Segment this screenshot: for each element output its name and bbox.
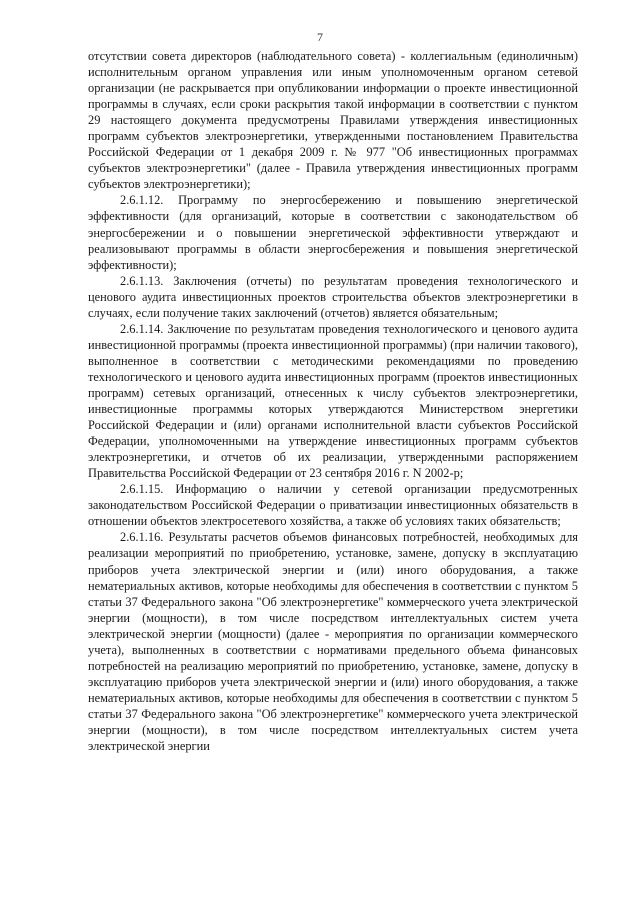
paragraph-text: 2.6.1.12. Программу по энергосбережению и повышению энергетической эффективности (для организаций, которые в соответствии с законодательством об энергосбережении и о повышении энергетической эффективности утверждают и реализовывают программы в области энергосбережения и повышения энергетической эффективности); — [88, 193, 578, 272]
paragraph-2-6-1-12 — [88, 192, 578, 272]
paragraph-text: 2.6.1.15. Информацию о наличии у сетевой организации предусмотренных законодательством Российской Федерации о приватизации инвестиционных обязательств в отношении объектов электросетевого хозяйства, а также об условиях таких обязательств; — [88, 482, 578, 529]
paragraph-text: отсутствии совета директоров (наблюдательного совета) - коллегиальным (единоличным) исполнительным органом управления или иным уполномоченным органом сетевой организации (не раскрывается при опубликовании информации о проекте инвестиционной программы в случаях, если сроки раскрытия такой информации в соответствии с пунктом 29 настоящего документа предусмотрены Правилами утверждения инвестиционных программ субъектов электроэнергетики, утвержденными постановлением Правительства Российской Федерации от 1 декабря 2009 г. № 977 "Об инвестиционных программах субъектов электроэнергетики" (далее - Правила утверждения инвестиционных программ субъектов электроэнергетики); — [88, 49, 578, 192]
paragraph-text: 2.6.1.16. Результаты расчетов объемов финансовых потребностей, необходимых для реализации мероприятий по приобретению, установке, замене, допуску в эксплуатацию приборов учета электрической энергии и (или) иного оборудования, а также нематериальных активов, которые необходимы для обеспечения в соответствии с пунктом 5 статьи 37 Федерального закона "Об электроэнергетике" коммерческого учета электрической энергии (мощности), в том числе посредством интеллектуальных систем учета электрической энергии (мощности) (далее - мероприятия по организации коммерческого учета), выполненных в соответствии с нормативами предельного объема финансовых потребностей на реализацию мероприятий по приобретению, установке, замене, допуску в эксплуатацию приборов учета электрической энергии и (или) иного оборудования, а также нематериальных активов, которые необходимы для обеспечения в соответствии с пунктом 5 статьи 37 Федерального закона "Об электроэнергетике" коммерческого учета электрической энергии (мощности), в том числе посредством интеллектуальных систем учета электрической энергии — [88, 530, 578, 754]
paragraph-2-6-1-15 — [88, 481, 578, 529]
page-number: 7 — [317, 30, 323, 44]
paragraph-2-6-1-13 — [88, 273, 578, 321]
paragraph-text: 2.6.1.14. Заключение по результатам проведения технологического и ценового аудита инвестиционной программы (проекта инвестиционной программы) (при наличии такового), выполненное в соответствии с методическими рекомендациями по проведению технологического и ценового аудита инвестиционных программ (проектов инвестиционных программ) сетевых организаций, отнесенных к числу субъектов электроэнергетики, инвестиционные программы которых утверждаются Министерством энергетики Российской Федерации и (или) органами исполнительной власти субъектов Российской Федерации, уполномоченными на утверждение инвестиционных программ субъектов электроэнергетики, и отчетов об их реализации, утвержденными распоряжением Правительства Российской Федерации от 23 сентября 2016 г. N 2002-р; — [88, 321, 578, 481]
paragraph-text: 2.6.1.13. Заключения (отчеты) по результатам проведения технологического и ценового аудита инвестиционных проектов строительства объектов электроэнергетики в случаях, если получение таких заключений (отчетов) является обязательным; — [88, 273, 578, 320]
paragraph-continuation — [88, 48, 578, 192]
paragraph-2-6-1-14 — [88, 321, 578, 481]
paragraph-2-6-1-16 — [88, 529, 578, 754]
document-body — [88, 48, 578, 754]
